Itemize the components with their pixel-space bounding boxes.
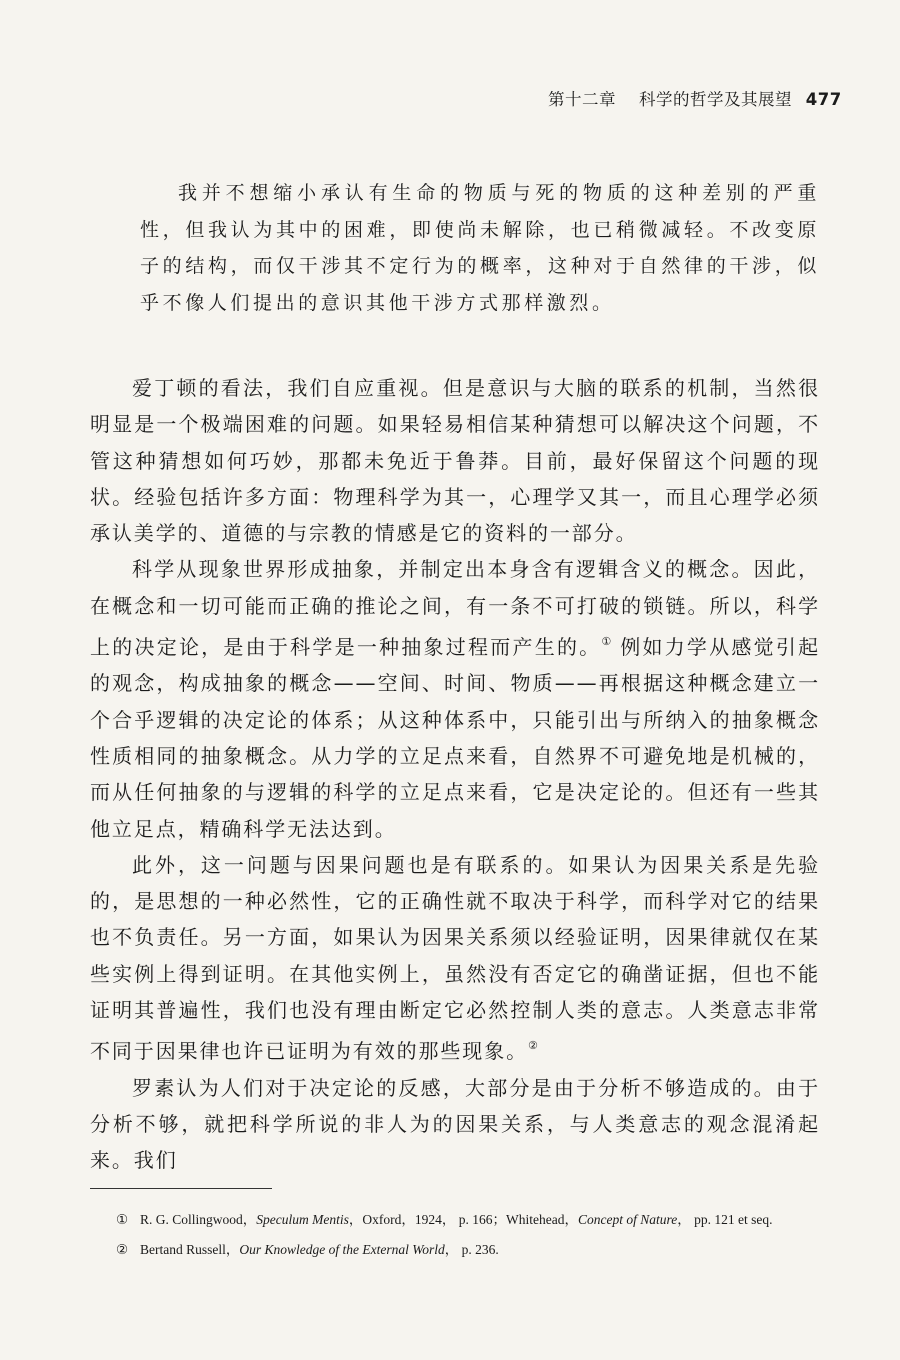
- page-number: 477: [805, 90, 842, 109]
- running-head: [548, 86, 842, 110]
- paragraph-text: 爱丁顿的看法，我们自应重视。但是意识与大脑的联系的机制，当然很明显是一个极端困难的问题。如果轻易相信某种猜想可以解决这个问题，不管这种猜想如何巧妙，那都未免近于鲁莽。目前，最好保留这个问题的现状。经验包括许多方面：物理科学为其一，心理学又其一，而且心理学必须承认美学的、道德的与宗教的情感是它的资料的一部分。: [90, 376, 820, 546]
- footnote-2: ② Bertand Russell，Our Knowledge of the External World， p. 236.: [90, 1238, 820, 1261]
- paragraph-causality: [90, 847, 820, 1070]
- cited-work: Our Knowledge of the External World: [239, 1242, 445, 1257]
- paragraph-text: 例如力学从感觉引起的观念，构成抽象的概念——空间、时间、物质——再根据这种概念建立一个合乎逻辑的决定论的体系；从这种体系中，只能引出与所纳入的抽象概念性质相同的抽象概念。从力学的立足点来看，自然界不可避免地是机械的，而从任何抽象的与逻辑的科学的立足点来看，它是决定论的。但还有一些其他立足点，精确科学无法达到。: [90, 635, 820, 841]
- footnote-divider: [90, 1188, 272, 1189]
- footnote-ref-1[interactable]: ①: [601, 635, 612, 649]
- footnote-1: ① R. G. Collingwood，Speculum Mentis，Oxford，1924， p. 166；Whitehead，Concept of Nature， pp. 121 et seq.: [90, 1208, 820, 1231]
- paragraph-text: 罗素认为人们对于决定论的反感，大部分是由于分析不够造成的。由于分析不够，就把科学所说的非人为的因果关系，与人类意志的观念混淆起来。我们: [90, 1075, 820, 1173]
- paragraph-text: 此外，这一问题与因果问题也是有联系的。如果认为因果关系是先验的，是思想的一种必然性，它的正确性就不取决于科学，而科学对它的结果也不负责任。另一方面，如果认为因果关系须以经验证明，因果律就仅在某些实例上得到证明。在其他实例上，虽然没有否定它的确凿证据，但也不能证明其普遍性，我们也没有理由断定它必然控制人类的意志。人类意志非常不同于因果律也许已证明为有效的那些现象。: [90, 852, 820, 1064]
- paragraph-text: 科学从现象世界形成抽象，并制定出本身含有逻辑含义的概念。因此，在概念和一切可能而正确的推论之间，有一条不可打破的锁链。所以，科学上的决定论，是由于科学是一种抽象过程而产生的。: [90, 557, 820, 660]
- paragraph-eddington: [90, 370, 820, 551]
- footnote-ref-2[interactable]: ②: [528, 1039, 538, 1053]
- cited-work: Speculum Mentis: [256, 1212, 349, 1227]
- footnote-mark: ①: [116, 1212, 129, 1227]
- footnote-mark: ②: [116, 1242, 129, 1257]
- paragraph-abstraction: [90, 551, 820, 846]
- chapter-label: 第十二章: [548, 90, 616, 109]
- quote-text: 我并不想缩小承认有生命的物质与死的物质的这种差别的严重性，但我认为其中的困难，即使尚未解除，也已稍微减轻。不改变原子的结构，而仅干涉其不定行为的概率，这种对于自然律的干涉，似乎不像人们提出的意识其他干涉方式那样激烈。: [140, 182, 820, 314]
- cited-work: Concept of Nature: [577, 1212, 678, 1227]
- block-quote: [140, 175, 820, 321]
- footnotes: [90, 1208, 820, 1268]
- paragraph-russell: [90, 1070, 820, 1179]
- chapter-title: 科学的哲学及其展望: [639, 90, 792, 109]
- body-text: [90, 370, 820, 1179]
